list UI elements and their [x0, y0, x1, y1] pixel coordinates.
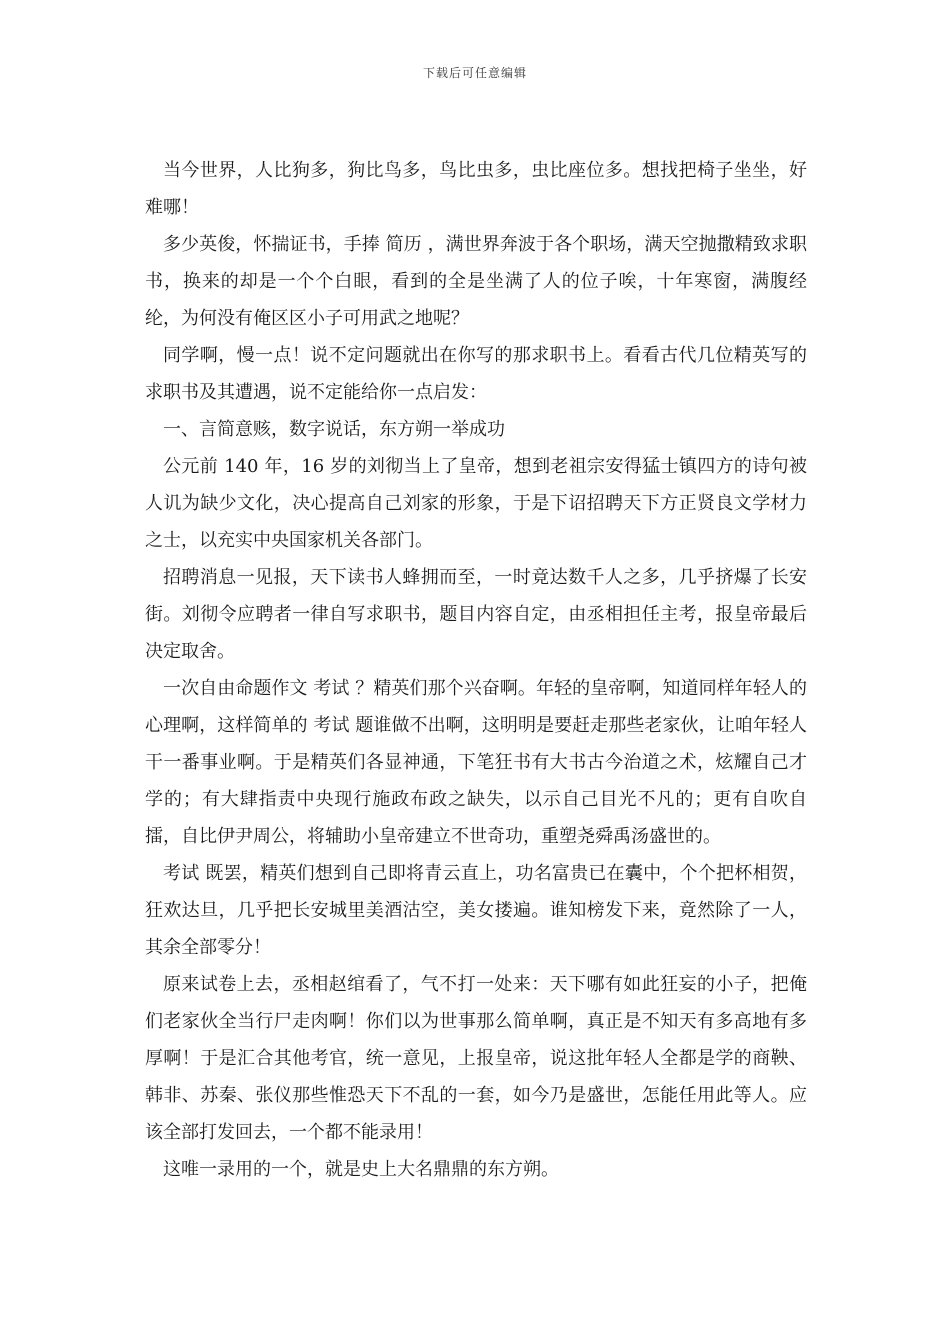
paragraph-5: 招聘消息一见报，天下读书人蜂拥而至，一时竟达数千人之多，几乎挤爆了长安街。刘彻令应聘者一律自写求职书，题目内容自定，由丞相担任主考，报皇帝最后决定取舍。	[145, 567, 807, 662]
paragraph-3: 同学啊，慢一点！说不定问题就出在你写的那求职书上。看看古代几位精英写的求职书及其遭遇，说不定能给你一点启发：	[145, 345, 807, 403]
paragraph-1: 当今世界，人比狗多，狗比鸟多，鸟比虫多，虫比座位多。想找把椅子坐坐，好难哪！	[145, 160, 807, 218]
paragraph-4: 公元前 140 年，16 岁的刘彻当上了皇帝，想到老祖宗安得猛士镇四方的诗句被人讥为缺少文化，决心提高自己刘家的形象，于是下诏招聘天下方正贤良文学材力之士，以充实中央国家机关各部门。	[145, 456, 807, 551]
paragraph-6: 一次自由命题作文 考试 ？精英们那个兴奋啊。年轻的皇帝啊，知道同样年轻人的心理啊，这样简单的 考试 题谁做不出啊，这明明是要赶走那些老家伙，让咱年轻人干一番事业啊。于是精英们各显神通，下笔狂书有大书古今治道之术，炫耀自己才学的；有大肆指责中央现行施政布政之缺失，以示自己目光不凡的；更有自吹自擂，自比伊尹周公，将辅助小皇帝建立不世奇功，重塑尧舜禹汤盛世的。	[145, 678, 807, 847]
document-body	[145, 152, 807, 1188]
section-heading-1: 一、言简意赅，数字说话，东方朔一举成功	[163, 419, 505, 440]
paragraph-2: 多少英俊，怀揣证书，手捧 简历 ，满世界奔波于各个职场，满天空抛撒精致求职书，换来的却是一个个白眼，看到的全是坐满了人的位子唉，十年寒窗，满腹经纶，为何没有俺区区小子可用武之地呢？	[145, 234, 807, 329]
page-header-note: 下载后可任意编辑	[422, 66, 527, 80]
paragraph-9: 这唯一录用的一个，就是史上大名鼎鼎的东方朔。	[163, 1159, 559, 1180]
paragraph-7: 考试 既罢，精英们想到自己即将青云直上，功名富贵已在囊中，个个把杯相贺，狂欢达旦，几乎把长安城里美酒沽空，美女搂遍。谁知榜发下来，竟然除了一人，其余全部零分！	[145, 863, 807, 958]
paragraph-8: 原来试卷上去，丞相赵绾看了，气不打一处来：天下哪有如此狂妄的小子，把俺们老家伙全当行尸走肉啊！你们以为世事那么简单啊，真正是不知天有多高地有多厚啊！于是汇合其他考官，统一意见，上报皇帝，说这批年轻人全都是学的商鞅、韩非、苏秦、张仪那些惟恐天下不乱的一套，如今乃是盛世，怎能任用此等人。应该全部打发回去，一个都不能录用！	[145, 974, 807, 1143]
